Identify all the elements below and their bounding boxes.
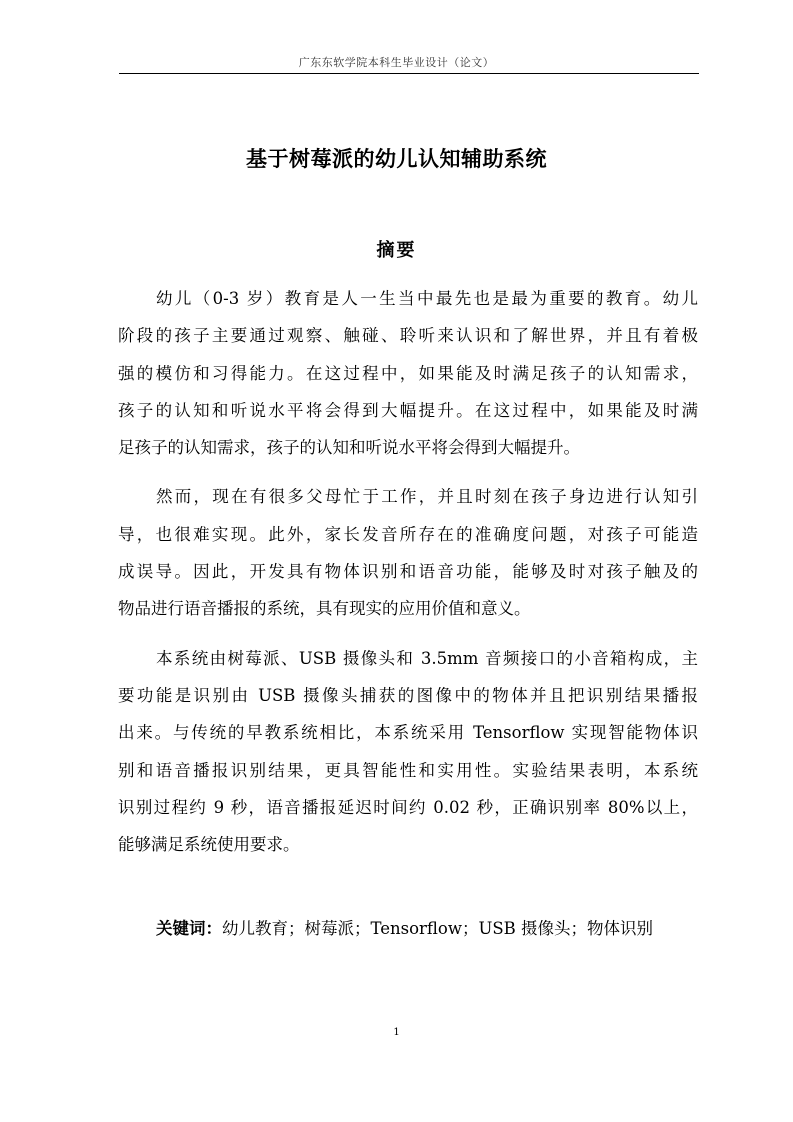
thesis-title: 基于树莓派的幼儿认知辅助系统: [246, 147, 547, 171]
paragraph-line: 别和语音播报识别结果，更具智能性和实用性。实验结果表明，本系统: [118, 760, 698, 780]
paragraph-line: 导，也很难实现。此外，家长发音所存在的准确度问题，对孩子可能造: [118, 524, 698, 544]
abstract-body: [118, 282, 698, 865]
paragraph-line: 强的模仿和习得能力。在这过程中，如果能及时满足孩子的认知需求，: [118, 363, 698, 383]
paragraph-line: 要功能是识别由 USB 摄像头捕获的图像中的物体并且把识别结果播报: [118, 685, 698, 705]
paragraph-line: 孩子的认知和听说水平将会得到大幅提升。在这过程中，如果能及时满: [118, 400, 698, 420]
keywords-line: [156, 914, 698, 944]
header-rule: [119, 73, 699, 74]
paragraph-line: 物品进行语音播报的系统，具有现实的应用价值和意义。: [118, 599, 531, 619]
paragraph-line: 幼儿（0-3 岁）教育是人一生当中最先也是最为重要的教育。幼儿: [156, 289, 698, 308]
paragraph-line: 本系统由树莓派、USB 摄像头和 3.5mm 音频接口的小音箱构成，主: [156, 648, 698, 668]
paragraph-line: 能够满足系统使用要求。: [118, 835, 300, 855]
running-header: 广东东软学院本科生毕业设计（论文）: [298, 56, 495, 69]
abstract-paragraph-1: [118, 282, 698, 468]
keywords-label: 关键词：: [156, 919, 222, 938]
paragraph-line: 足孩子的认知需求，孩子的认知和听说水平将会得到大幅提升。: [118, 438, 580, 458]
abstract-heading: 摘要: [376, 240, 417, 261]
page-number: 1: [393, 1027, 400, 1038]
abstract-paragraph-2: [118, 480, 698, 629]
paragraph-line: 出来。与传统的早教系统相比，本系统采用 Tensorflow 实现智能物体识: [118, 723, 698, 743]
paragraph-line: 成误导。因此，开发具有物体识别和语音功能，能够及时对孩子触及的: [118, 562, 698, 582]
paragraph-line: 然而，现在有很多父母忙于工作，并且时刻在孩子身边进行认知引: [156, 487, 698, 507]
paragraph-line: 识别过程约 9 秒，语音播报延迟时间约 0.02 秒，正确识别率 80%以上，: [118, 797, 698, 817]
keywords-text: 幼儿教育；树莓派；Tensorflow；USB 摄像头；物体识别: [222, 919, 654, 938]
paragraph-line: 阶段的孩子主要通过观察、触碰、聆听来认识和了解世界，并且有着极: [118, 326, 698, 346]
abstract-paragraph-3: [118, 642, 698, 866]
